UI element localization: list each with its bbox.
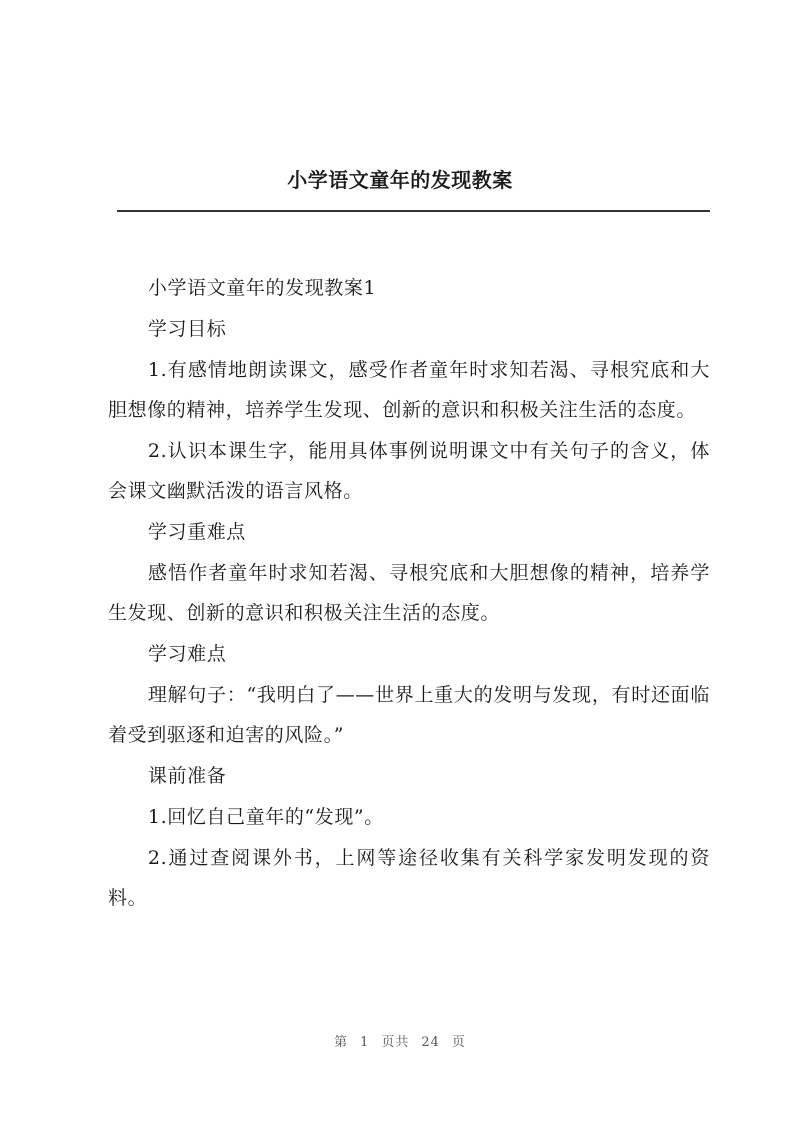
footer-suffix: 页	[451, 1035, 466, 1050]
document-title: 小学语文童年的发现教案	[287, 168, 513, 192]
paragraph: 2.认识本课生字，能用具体事例说明课文中有关句子的含义，体会课文幽默活泼的语言风格。	[108, 440, 710, 502]
document-body	[108, 268, 710, 919]
paragraph: 理解句子：“我明白了——世界上重大的发明与发现，有时还面临着受到驱逐和迫害的风险。”	[108, 684, 710, 746]
title-underline	[117, 210, 710, 212]
paragraph: 感悟作者童年时求知若渴、寻根究底和大胆想像的精神，培养学生发现、创新的意识和积极关注生活的态度。	[108, 562, 710, 624]
subheading-preparation: 课前准备	[147, 765, 227, 787]
total-pages: 24	[421, 1035, 440, 1050]
subheading-difficulties: 学习难点	[147, 643, 227, 665]
subheading-key-points: 学习重难点	[147, 521, 246, 543]
paragraph: 1.有感情地朗读课文，感受作者童年时求知若渴、寻根究底和大胆想像的精神，培养学生发现、创新的意识和积极关注生活的态度。	[108, 359, 710, 421]
page-number: 1	[360, 1035, 370, 1050]
page-footer	[0, 1031, 800, 1050]
section-heading: 小学语文童年的发现教案1	[147, 277, 377, 299]
subheading-objectives: 学习目标	[147, 318, 227, 340]
footer-prefix: 第	[334, 1035, 349, 1050]
paragraph: 1.回忆自己童年的“发现”。	[147, 806, 384, 828]
paragraph: 2.通过查阅课外书，上网等途径收集有关科学家发明发现的资料。	[108, 847, 710, 909]
footer-middle: 页共	[381, 1035, 410, 1050]
